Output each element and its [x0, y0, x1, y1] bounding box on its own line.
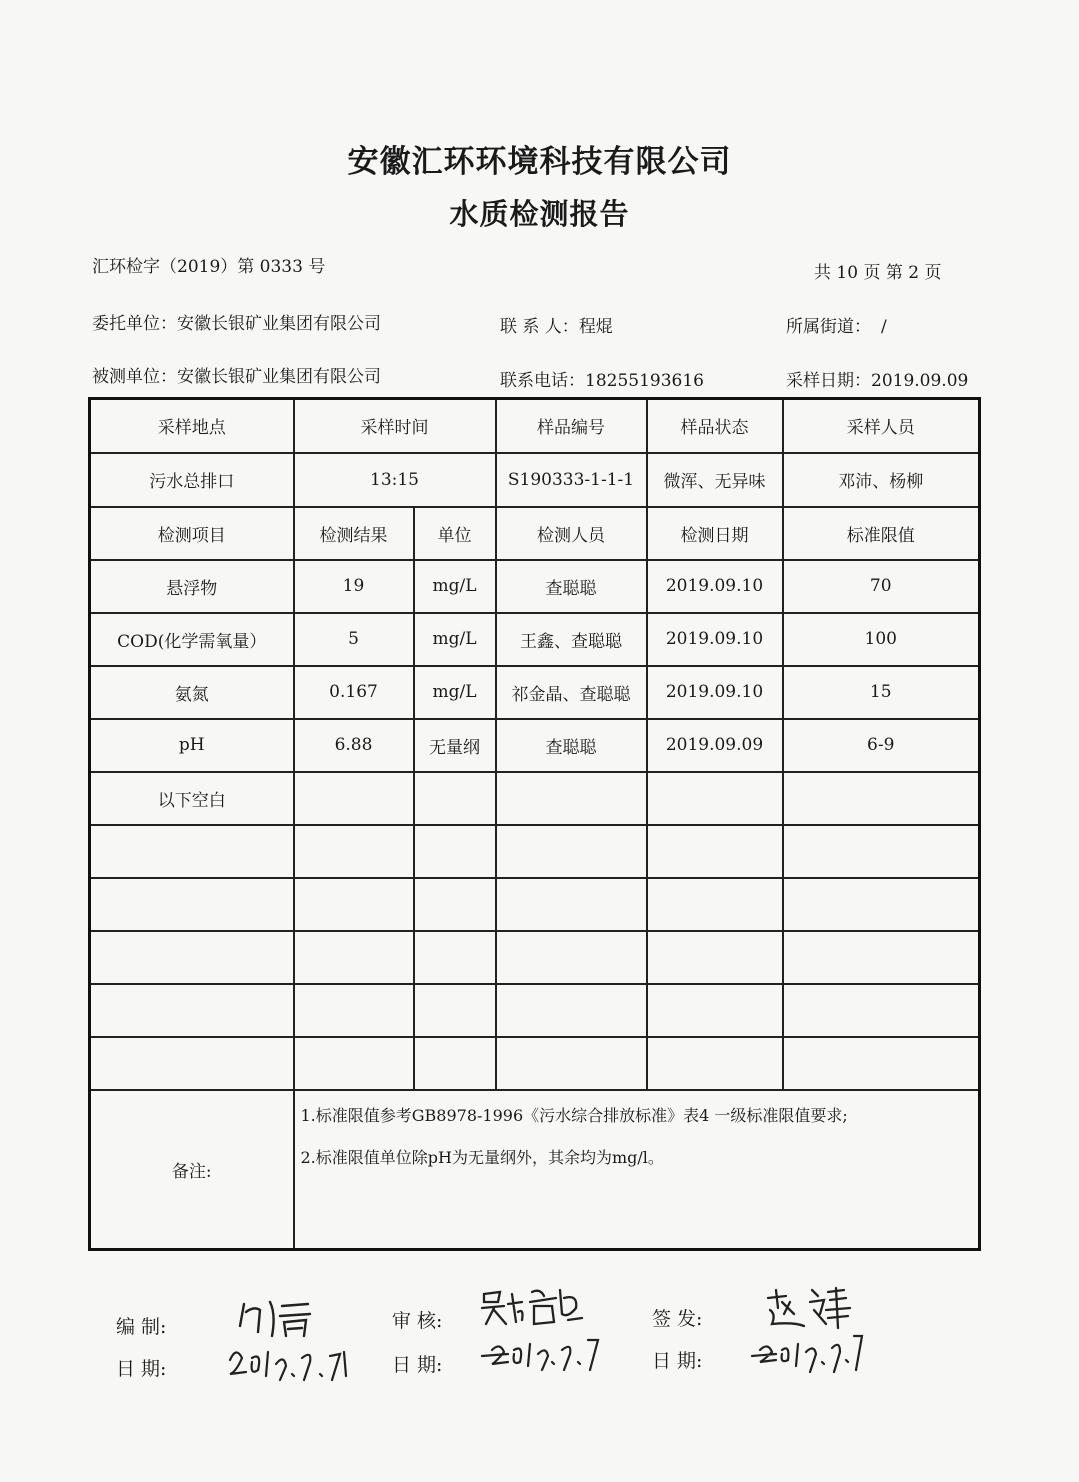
table-cell [294, 1037, 414, 1090]
table-cell [294, 984, 414, 1037]
results-table [88, 397, 981, 1251]
table-cell [647, 878, 783, 931]
reviewer-date-signature [478, 1332, 608, 1372]
table-cell [647, 984, 783, 1037]
table-cell [294, 931, 414, 984]
result-header-cell: 检测日期 [647, 507, 783, 560]
sample-header-cell: 样品状态 [647, 399, 783, 453]
table-cell [496, 1037, 647, 1090]
notes-label: 备注: [90, 1090, 294, 1250]
table-cell [783, 1037, 980, 1090]
table-row [90, 1037, 980, 1090]
table-cell [414, 772, 496, 825]
phone-label: 联系电话： [500, 371, 585, 391]
result-header-cell: 检测项目 [90, 507, 294, 560]
result-header-row [90, 507, 980, 560]
result-rows [90, 560, 980, 1090]
table-cell [496, 984, 647, 1037]
table-cell [647, 825, 783, 878]
sample-header-cell: 采样人员 [783, 399, 980, 453]
phone-field [500, 366, 704, 391]
sample-header-row [90, 399, 980, 453]
table-cell [783, 772, 980, 825]
sampling-date-field [786, 366, 968, 391]
table-cell: 2019.09.09 [647, 719, 783, 772]
sample-info-cell: 污水总排口 [90, 453, 294, 507]
table-cell [90, 825, 294, 878]
table-cell [783, 984, 980, 1037]
table-cell [783, 878, 980, 931]
company-title: 安徽汇环环境科技有限公司 [347, 144, 732, 180]
table-row [90, 666, 980, 719]
table-cell [90, 1037, 294, 1090]
table-row [90, 878, 980, 931]
table-cell: 15 [783, 666, 980, 719]
table-row [90, 931, 980, 984]
table-cell [496, 931, 647, 984]
street-label: 所属街道： [786, 317, 871, 337]
table-cell [783, 931, 980, 984]
issuer-label: 签 发: [652, 1308, 703, 1330]
street-value: / [881, 317, 887, 337]
contact-value: 程焜 [578, 317, 613, 337]
table-cell: 6.88 [294, 719, 414, 772]
table-cell [294, 772, 414, 825]
page-info: 共 10 页 第 2 页 [814, 263, 942, 283]
table-cell [496, 772, 647, 825]
table-cell: 氨氮 [90, 666, 294, 719]
result-header-cell: 检测人员 [496, 507, 647, 560]
sample-info-cell: 13:15 [294, 453, 496, 507]
table-cell [294, 825, 414, 878]
issuer-date-label: 日 期: [652, 1350, 703, 1372]
reviewer-date-label: 日 期: [392, 1354, 443, 1376]
table-cell [647, 772, 783, 825]
table-cell: 查聪聪 [496, 560, 647, 613]
table-cell: mg/L [414, 560, 496, 613]
table-cell [647, 931, 783, 984]
issuer-date-signature [748, 1330, 868, 1376]
sample-header-cell: 采样时间 [294, 399, 496, 453]
table-row [90, 772, 980, 825]
table-cell [496, 825, 647, 878]
table-cell [414, 878, 496, 931]
report-number: 汇环检字（2019）第 0333 号 [92, 257, 326, 277]
table-cell [294, 878, 414, 931]
table-cell: 查聪聪 [496, 719, 647, 772]
sampling-date-value: 2019.09.09 [871, 371, 969, 391]
table-row [90, 825, 980, 878]
table-cell: 100 [783, 613, 980, 666]
sample-info-row [90, 453, 980, 507]
reviewer-signature [478, 1284, 588, 1332]
sample-header-cell: 样品编号 [496, 399, 647, 453]
result-header-cell: 标准限值 [783, 507, 980, 560]
contact-field [500, 312, 613, 337]
sampling-date-label: 采样日期： [786, 371, 871, 391]
table-row [90, 984, 980, 1037]
table-cell: COD(化学需氧量） [90, 613, 294, 666]
tested-unit-field [92, 362, 381, 387]
editor-date-label: 日 期: [116, 1358, 167, 1380]
table-cell: 6-9 [783, 719, 980, 772]
table-cell: mg/L [414, 613, 496, 666]
table-cell: 以下空白 [90, 772, 294, 825]
notes-row [90, 1090, 980, 1250]
editor-signature [236, 1296, 336, 1340]
report-title: 水质检测报告 [449, 197, 630, 231]
table-cell: pH [90, 719, 294, 772]
table-cell [90, 878, 294, 931]
note-line: 1.标准限值参考GB8978-1996《污水综合排放标准》表4 一级标准限值要求; [300, 1105, 848, 1125]
table-row [90, 719, 980, 772]
table-cell [90, 931, 294, 984]
table-cell: 无量纲 [414, 719, 496, 772]
client-value: 安徽长银矿业集团有限公司 [177, 314, 381, 334]
table-cell [90, 984, 294, 1037]
client-field [92, 309, 381, 334]
table-cell: 5 [294, 613, 414, 666]
reviewer-label: 审 核: [392, 1310, 443, 1332]
table-cell: 2019.09.10 [647, 613, 783, 666]
table-cell [783, 825, 980, 878]
sample-header-cell: 采样地点 [90, 399, 294, 453]
street-field [786, 312, 887, 337]
table-cell: 2019.09.10 [647, 560, 783, 613]
editor-date-signature [226, 1340, 366, 1384]
contact-label: 联 系 人： [500, 317, 579, 337]
table-cell [414, 1037, 496, 1090]
client-label: 委托单位： [92, 314, 177, 334]
table-cell [647, 1037, 783, 1090]
sample-info-cell: 邓沛、杨柳 [783, 453, 980, 507]
notes-cell [294, 1090, 980, 1250]
table-cell: 悬浮物 [90, 560, 294, 613]
tested-unit-value: 安徽长银矿业集团有限公司 [177, 367, 381, 387]
table-row [90, 613, 980, 666]
table-cell: 19 [294, 560, 414, 613]
issuer-signature [764, 1284, 854, 1332]
note-line: 2.标准限值单位除pH为无量纲外，其余均为mg/l。 [300, 1147, 664, 1167]
tested-unit-label: 被测单位： [92, 367, 177, 387]
table-row [90, 560, 980, 613]
sample-info-cell: S190333-1-1-1 [496, 453, 647, 507]
table-cell: 0.167 [294, 666, 414, 719]
editor-label: 编 制: [116, 1316, 167, 1338]
table-cell [414, 984, 496, 1037]
table-cell [496, 878, 647, 931]
table-cell: 王鑫、查聪聪 [496, 613, 647, 666]
result-header-cell: 检测结果 [294, 507, 414, 560]
sample-info-cell: 微浑、无异味 [647, 453, 783, 507]
phone-value: 18255193616 [585, 371, 704, 391]
table-cell: 2019.09.10 [647, 666, 783, 719]
table-cell [414, 931, 496, 984]
table-cell: 70 [783, 560, 980, 613]
result-header-cell: 单位 [414, 507, 496, 560]
table-cell: 祁金晶、查聪聪 [496, 666, 647, 719]
table-cell: mg/L [414, 666, 496, 719]
table-cell [414, 825, 496, 878]
